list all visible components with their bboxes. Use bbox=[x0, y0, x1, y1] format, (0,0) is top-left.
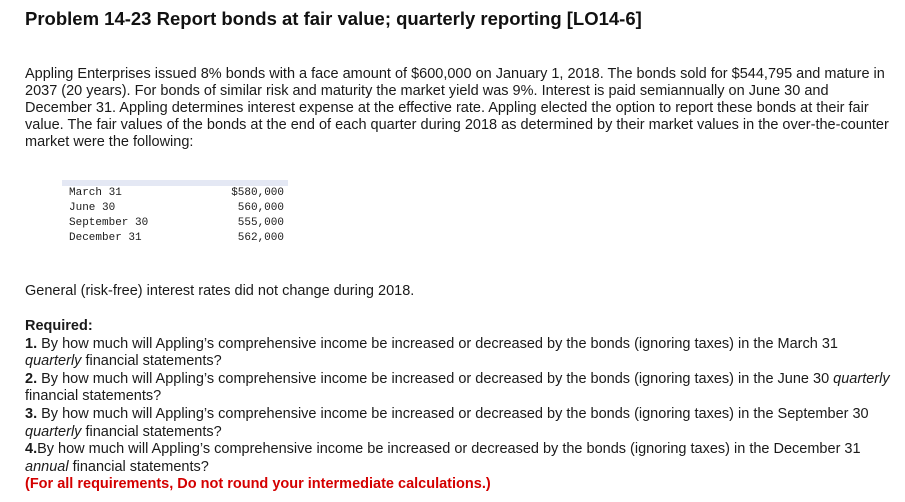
requirement-text-end: financial statements? bbox=[25, 388, 162, 405]
table-row bbox=[62, 231, 288, 246]
requirement-emphasis: quarterly bbox=[833, 370, 890, 387]
requirement-text: By how much will Appling’s comprehensive income be increased or decreased by the bonds (ignoring taxes) in the September 30 bbox=[37, 405, 869, 422]
quarter-date: June 30 bbox=[69, 202, 116, 214]
requirement-emphasis: annual bbox=[25, 458, 69, 475]
table-row bbox=[62, 201, 288, 216]
requirement-emphasis: quarterly bbox=[25, 423, 82, 440]
requirement-number: 1. bbox=[25, 335, 38, 352]
requirement-item bbox=[25, 406, 895, 441]
requirement-text-end: financial statements? bbox=[68, 458, 209, 475]
required-section bbox=[25, 318, 895, 494]
table-row bbox=[62, 186, 288, 201]
required-heading: Required: bbox=[25, 318, 93, 334]
requirement-item bbox=[25, 336, 895, 371]
general-rate-note: General (risk-free) interest rates did not change during 2018. bbox=[25, 283, 415, 299]
problem-title: Problem 14-23 Report bonds at fair value; quarterly reporting [LO14-6] bbox=[25, 8, 642, 29]
rounding-note: (For all requirements, Do not round your intermediate calculations.) bbox=[25, 476, 491, 493]
fair-value: 555,000 bbox=[237, 217, 284, 229]
requirement-text: By how much will Appling’s comprehensive income be increased or decreased by the bonds (ignoring taxes) in the March 31 bbox=[37, 335, 838, 352]
requirement-text: By how much will Appling’s comprehensive income be increased or decreased by the bonds (ignoring taxes) in the June 30 bbox=[37, 370, 834, 387]
requirement-number: 2. bbox=[25, 370, 38, 387]
table-row bbox=[62, 216, 288, 231]
quarter-date: September 30 bbox=[69, 217, 149, 229]
requirement-text: By how much will Appling’s comprehensive income be increased or decreased by the bonds (ignoring taxes) in the December 31 bbox=[37, 441, 861, 458]
requirement-number: 3. bbox=[25, 405, 38, 422]
fair-value-table bbox=[62, 180, 288, 246]
requirement-text-end: financial statements? bbox=[81, 353, 222, 370]
problem-description: Appling Enterprises issued 8% bonds with a face amount of $600,000 on January 1, 2018. The bonds sold for $544,795 and mature in 2037 (20 years). For bonds of similar risk and maturity the market yield was 9%. Interest is paid semiannually on June 30 and December 31. Appling determines interest expense at the effective rate. Appling elected the option to report these bonds at their fair value. The fair values of the bonds at the end of each quarter during 2018 as determined by their market values in the over-the-counter market were the following: bbox=[25, 66, 889, 150]
quarter-date: March 31 bbox=[69, 187, 122, 199]
fair-value: 560,000 bbox=[237, 202, 284, 214]
requirement-number: 4. bbox=[25, 441, 38, 458]
fair-value: $580,000 bbox=[231, 187, 284, 199]
requirement-item bbox=[25, 371, 895, 406]
requirement-text-end: financial statements? bbox=[81, 423, 222, 440]
requirement-item bbox=[25, 441, 895, 476]
quarter-date: December 31 bbox=[69, 232, 142, 244]
fair-value: 562,000 bbox=[237, 232, 284, 244]
requirement-emphasis: quarterly bbox=[25, 353, 82, 370]
